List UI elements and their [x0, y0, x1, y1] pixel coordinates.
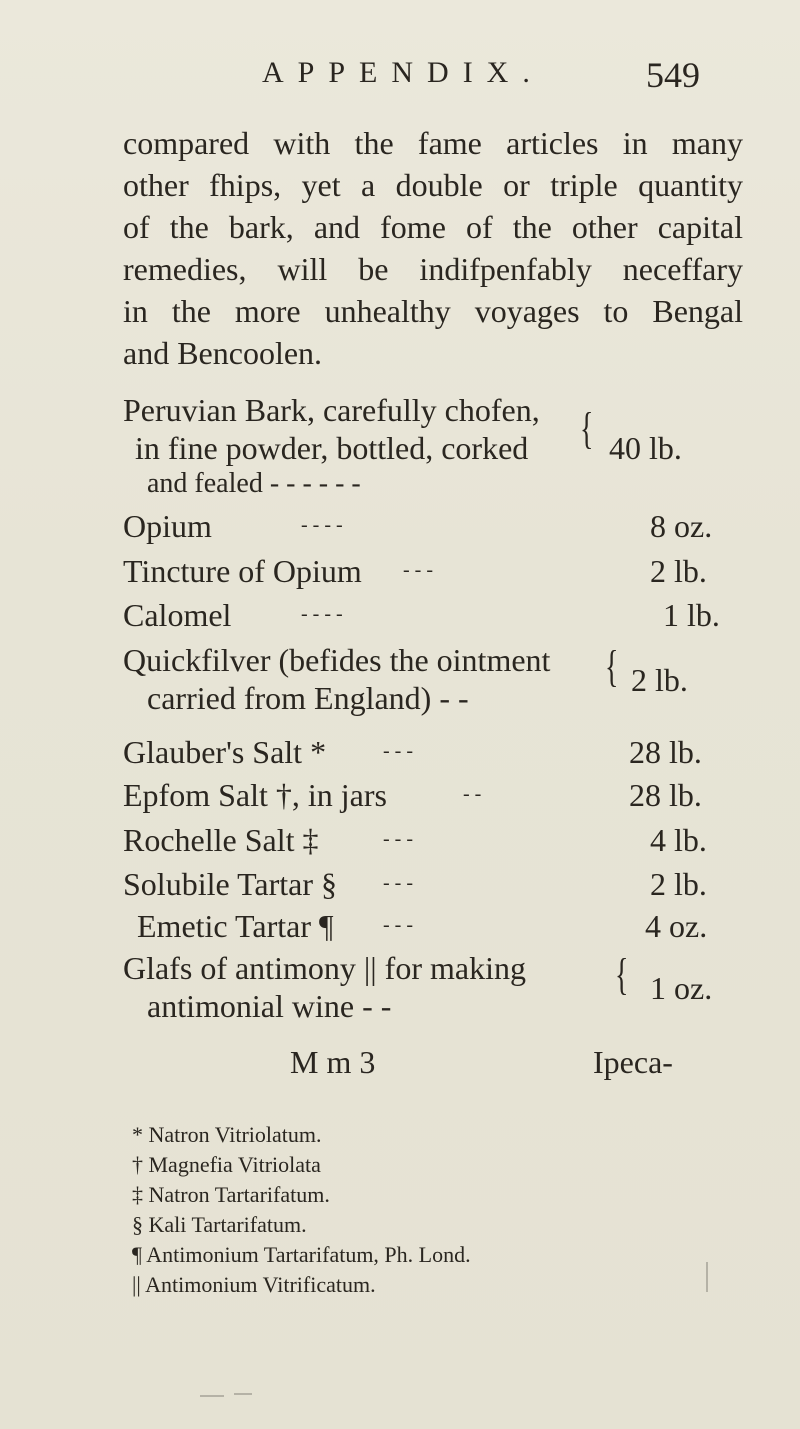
list-item: [123, 553, 723, 595]
item-name-line: Peruvian Bark, carefully chofen,: [123, 392, 540, 428]
list-item: [123, 822, 723, 864]
item-quantity: 40 lb.: [609, 430, 682, 466]
item-quantity: 1 oz.: [650, 970, 713, 1006]
item-name-line: Quickfilver (befides the ointment: [123, 642, 551, 678]
list-item: [123, 950, 723, 1040]
item-name-line: antimonial wine - -: [147, 988, 392, 1024]
brace-glyph: {: [605, 642, 619, 692]
leader-dashes: - - -: [383, 872, 413, 894]
leader-dashes: - - - -: [301, 603, 343, 625]
body-paragraph: [123, 122, 743, 374]
item-quantity: 28 lb.: [629, 734, 702, 770]
list-item: [123, 392, 723, 522]
leader-dashes: - - -: [383, 740, 413, 762]
list-item: [123, 597, 723, 639]
item-name: Calomel: [123, 597, 232, 633]
item-name: Rochelle Salt ‡: [123, 822, 319, 858]
leader-dashes: - - -: [403, 559, 433, 581]
paper-mark: [200, 1395, 224, 1397]
item-name: Solubile Tartar §: [123, 866, 338, 902]
item-name-line: and fealed - - - - - -: [147, 468, 361, 499]
item-quantity: 4 oz.: [645, 908, 708, 944]
item-name: Epfom Salt †, in jars: [123, 777, 387, 813]
leader-dashes: - - - -: [301, 514, 343, 536]
list-item: [123, 508, 723, 550]
paragraph-line: other fhips, yet a double or triple quantity: [123, 167, 743, 203]
page-number: 549: [646, 55, 700, 95]
footnote: ‡ Natron Tartarifatum.: [132, 1182, 330, 1207]
paragraph-line: and Bencoolen.: [123, 335, 323, 371]
item-name-line: carried from England) - -: [147, 680, 469, 716]
footnote: * Natron Vitriolatum.: [132, 1122, 322, 1147]
footnotes: [132, 1120, 732, 1300]
item-quantity: 8 oz.: [650, 508, 713, 544]
footnote: || Antimonium Vitrificatum.: [132, 1272, 376, 1297]
paragraph-line: remedies, will be indifpenfably neceffary: [123, 251, 743, 287]
list-item: [123, 866, 723, 908]
footnote: ¶ Antimonium Tartarifatum, Ph. Lond.: [132, 1242, 471, 1267]
footnote: † Magnefia Vitriolata: [132, 1152, 321, 1177]
signature-mark: M m 3: [290, 1044, 376, 1080]
item-quantity: 28 lb.: [629, 777, 702, 813]
item-name: Tincture of Opium: [123, 553, 362, 589]
list-item: [123, 642, 723, 732]
brace-glyph: {: [615, 950, 629, 1000]
paragraph-line: of the bark, and fome of the other capital: [123, 209, 743, 245]
paragraph-line: in the more unhealthy voyages to Bengal: [123, 293, 743, 329]
leader-dashes: - - -: [383, 914, 413, 936]
running-title: APPENDIX.: [262, 56, 544, 89]
leader-dashes: - - -: [383, 828, 413, 850]
item-name-line: Glafs of antimony || for making: [123, 950, 526, 986]
item-name: Glauber's Salt *: [123, 734, 327, 770]
item-quantity: 2 lb.: [631, 662, 688, 698]
list-item: [123, 777, 723, 819]
list-item: [123, 734, 723, 776]
item-name: Emetic Tartar ¶: [137, 908, 334, 944]
paragraph-line: compared with the fame articles in many: [123, 125, 743, 161]
page-header: [0, 56, 800, 96]
brace-glyph: {: [580, 404, 594, 454]
paper-mark: [706, 1262, 708, 1292]
item-name: Opium: [123, 508, 212, 544]
item-quantity: 4 lb.: [650, 822, 707, 858]
catchword: Ipeca-: [593, 1044, 673, 1080]
footnote: § Kali Tartarifatum.: [132, 1212, 307, 1237]
item-quantity: 2 lb.: [650, 553, 707, 589]
paper-mark: [234, 1393, 252, 1395]
item-quantity: 2 lb.: [650, 866, 707, 902]
item-quantity: 1 lb.: [663, 597, 720, 633]
leader-dashes: - -: [463, 783, 482, 805]
item-name-line: in fine powder, bottled, corked: [135, 430, 529, 466]
list-item: [123, 908, 723, 950]
